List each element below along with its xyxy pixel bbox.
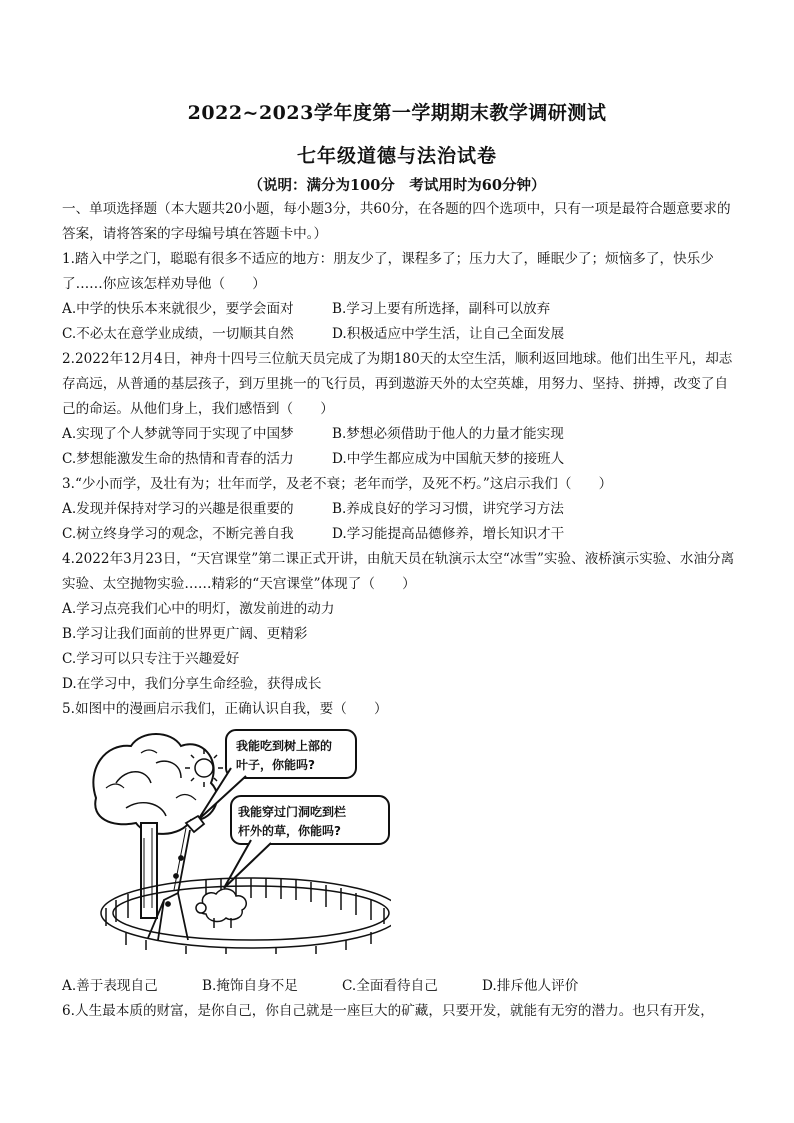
- option-5a: A.善于表现自己: [62, 978, 158, 994]
- bubble-1-line-2: 叶子，你能吗?: [236, 758, 315, 772]
- option-2b: B.梦想必须借助于他人的力量才能实现: [332, 426, 564, 442]
- option-3c: C.树立终身学习的观念，不断完善自我: [62, 526, 294, 542]
- question-5-stem: 5.如图中的漫画启示我们，正确认识自我，要（ ）: [62, 701, 388, 717]
- option-2d: D.中学生都应成为中国航天梦的接班人: [332, 451, 565, 467]
- option-1d: D.积极适应中学生活，让自己全面发展: [332, 326, 565, 342]
- sheep-illustration: [196, 889, 246, 928]
- question-1-options-row-1: [62, 297, 740, 322]
- option-5d: D.排斥他人评价: [482, 978, 579, 994]
- question-3-options-row-2: [62, 522, 740, 547]
- bubble-2-line-2: 杆外的草，你能吗?: [238, 824, 341, 838]
- question-1-options-row-2: [62, 322, 740, 347]
- giraffe-sheep-cartoon: [86, 728, 391, 956]
- option-5b: B.掩饰自身不足: [202, 978, 298, 994]
- exam-title: 2022~2023学年度第一学期期末教学调研测试: [187, 102, 607, 124]
- option-2a: A.实现了个人梦就等同于实现了中国梦: [62, 426, 294, 442]
- speech-bubble-2: [224, 796, 389, 888]
- option-1b: B.学习上要有所选择，副科可以放弃: [332, 301, 551, 317]
- option-5c: C.全面看待自己: [342, 978, 438, 994]
- section-instruction: 一、单项选择题（本大题共20小题，每小题3分，共60分，在各题的四个选项中，只有一项是最符合题意要求的答案，请将答案的字母编号填在答题卡中。）: [62, 201, 731, 242]
- option-3a: A.发现并保持对学习的兴趣是很重要的: [62, 501, 294, 517]
- option-4d: D.在学习中，我们分享生命经验，获得成长: [62, 676, 322, 692]
- question-2-options-row-2: [62, 447, 740, 472]
- exam-note: （说明：满分为100分 考试用时为60分钟）: [248, 177, 546, 194]
- question-2-stem: 2.2022年12月4日，神舟十四号三位航天员完成了为期180天的太空生活，顺利返回地球。他们出生平凡，却志存高远，从普通的基层孩子，到万里挑一的飞行员，再到遨游天外的太空英雄，用努力、坚持、拼搏，改变了自己的命运。从他们身上，我们感悟到（ ）: [62, 351, 733, 417]
- question-1-stem: 1.踏入中学之门，聪聪有很多不适应的地方：朋友少了，课程多了；压力大了，睡眠少了；烦恼多了，快乐少了……你应该怎样劝导他（ ）: [62, 251, 714, 292]
- question-3-stem: 3.“少小而学，及壮有为；壮年而学，及老不衰；老年而学，及死不朽。”这启示我们（ ）: [62, 476, 613, 492]
- bubble-2-line-1: 我能穿过门洞吃到栏: [238, 805, 347, 819]
- option-3b: B.养成良好的学习习惯，讲究学习方法: [332, 501, 564, 517]
- option-4b: B.学习让我们面前的世界更广阔、更精彩: [62, 626, 308, 642]
- bubble-1-line-1: 我能吃到树上部的: [236, 739, 333, 753]
- question-6-stem: 6.人生最本质的财富，是你自己，你自己就是一座巨大的矿藏，只要开发，就能有无穷的潜力。也只有开发，: [62, 1003, 714, 1019]
- question-5-options: [62, 974, 740, 999]
- question-2-options-row-1: [62, 422, 740, 447]
- option-1a: A.中学的快乐本来就很少，要学会面对: [62, 301, 294, 317]
- option-2c: C.梦想能激发生命的热情和青春的活力: [62, 451, 294, 467]
- option-4c: C.学习可以只专注于兴趣爱好: [62, 651, 240, 667]
- question-4-stem: 4.2022年3月23日，“天宫课堂”第二课正式开讲，由航天员在轨演示太空“冰雪”实验、液桥演示实验、水油分离实验、太空抛物实验……精彩的“天宫课堂”体现了（ ）: [62, 551, 735, 592]
- option-3d: D.学习能提高品德修养，增长知识才干: [332, 526, 565, 542]
- exam-subtitle: 七年级道德与法治试卷: [296, 145, 497, 167]
- option-4a: A.学习点亮我们心中的明灯，激发前进的动力: [62, 601, 335, 617]
- question-3-options-row-1: [62, 497, 740, 522]
- option-1c: C.不必太在意学业成绩，一切顺其自然: [62, 326, 294, 342]
